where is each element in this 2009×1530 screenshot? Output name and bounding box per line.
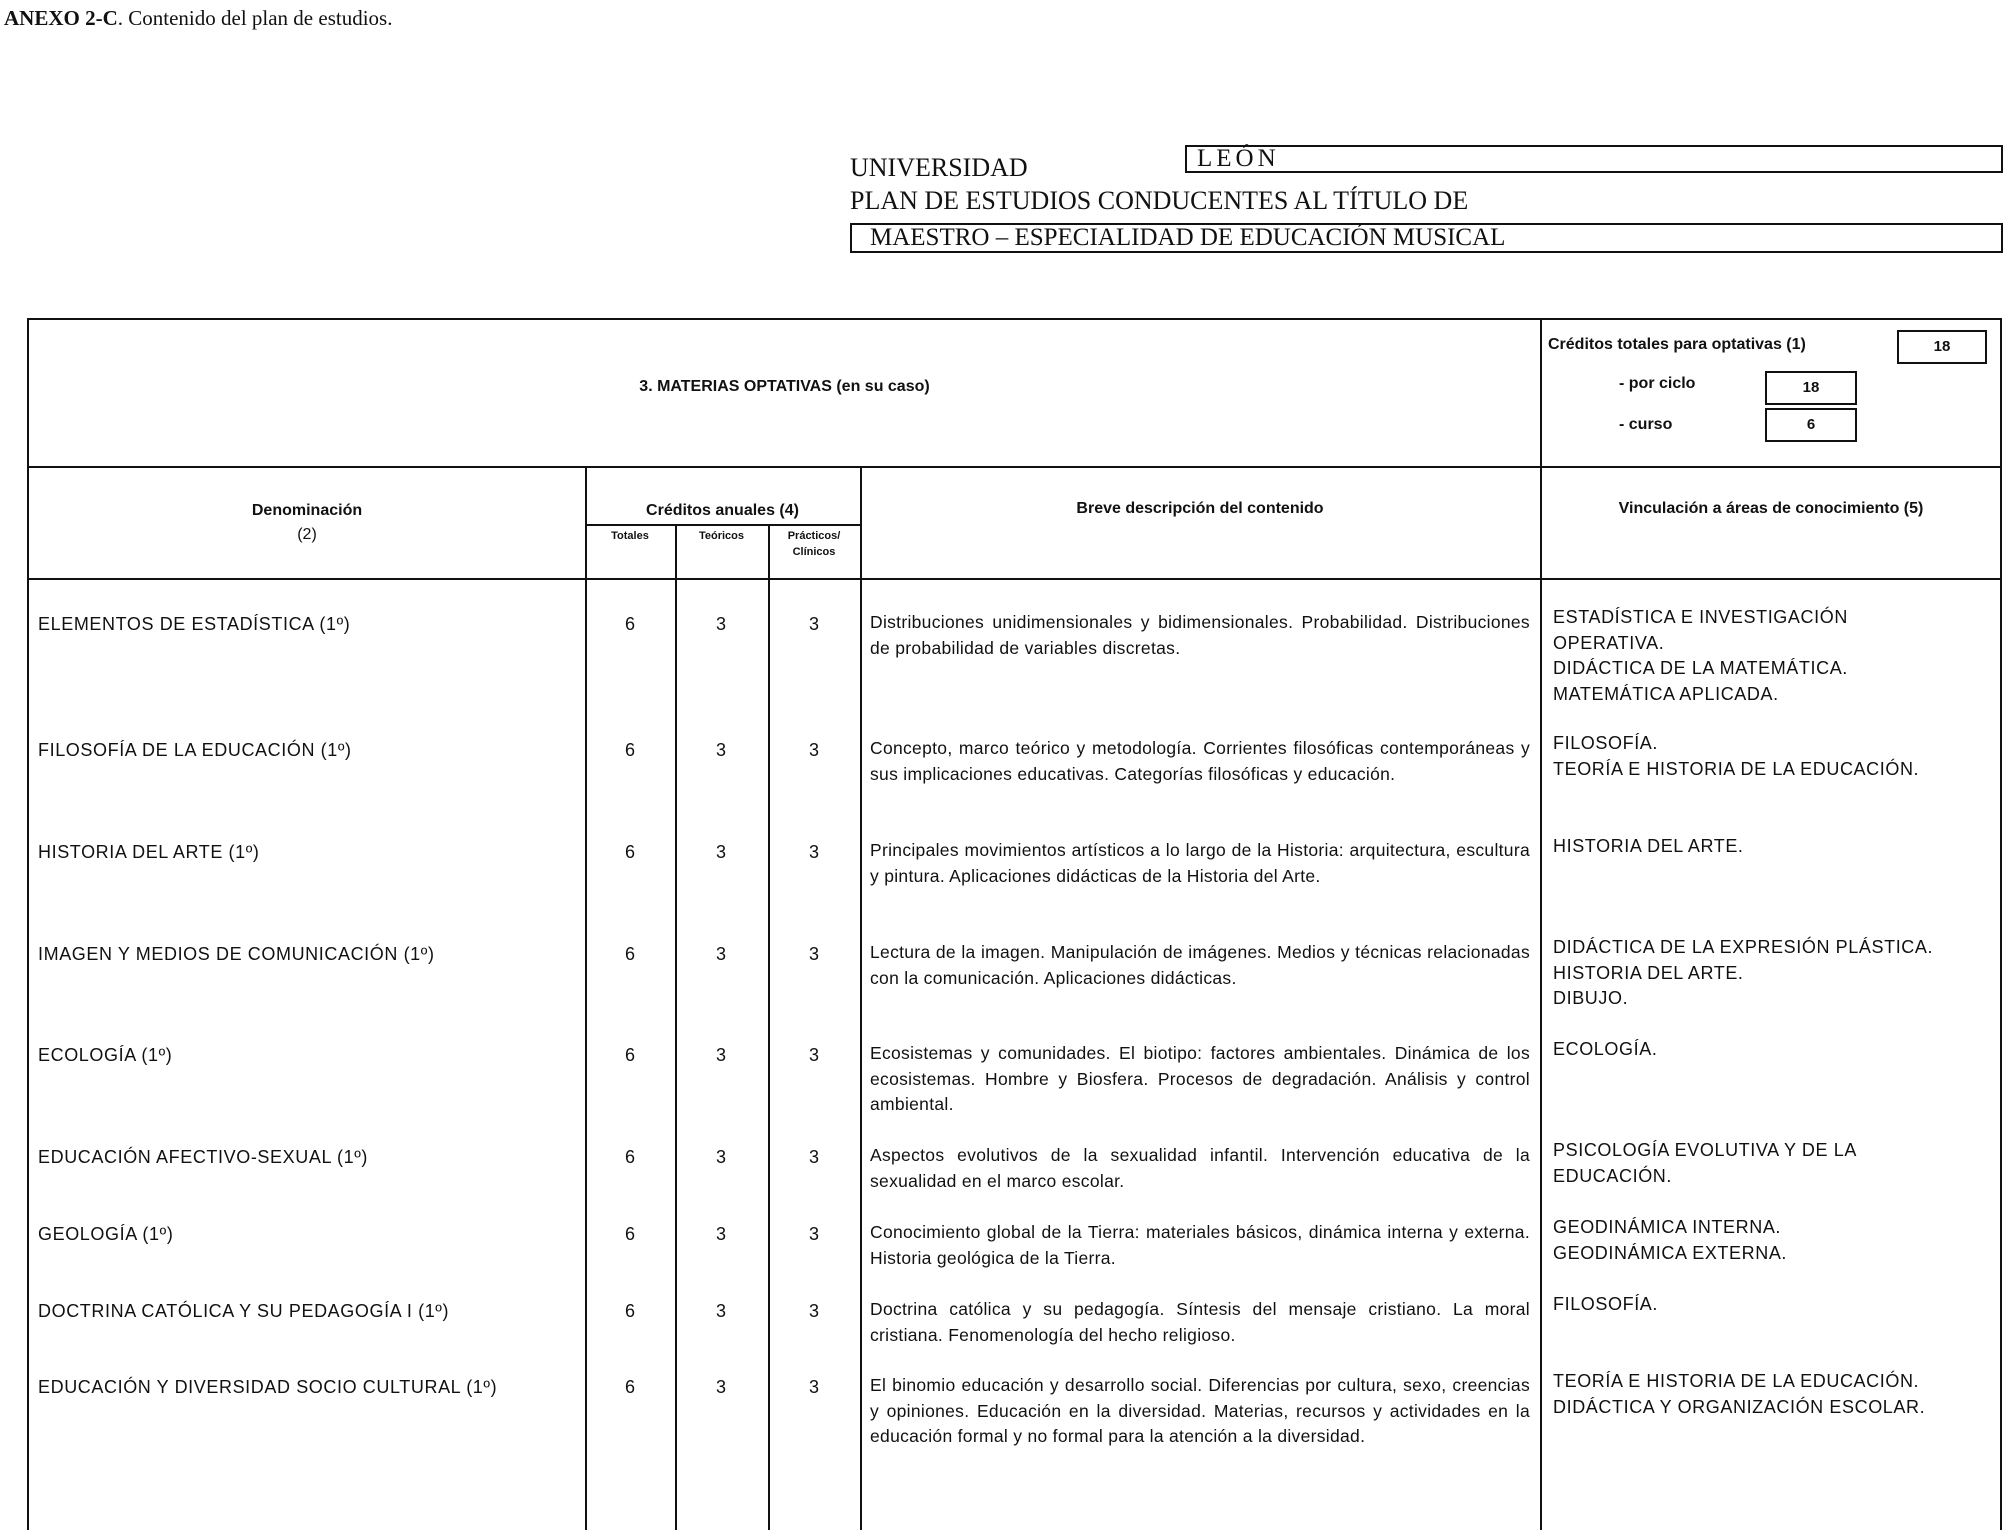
knowledge-areas xyxy=(1553,731,1919,782)
area-item: DIDÁCTICA DE LA EXPRESIÓN PLÁSTICA. xyxy=(1553,937,1934,957)
area-item: GEODINÁMICA EXTERNA. xyxy=(1553,1242,1788,1263)
col-header-theory: Teóricos xyxy=(698,530,745,542)
credits-practice: 3 xyxy=(808,842,819,862)
knowledge-areas xyxy=(1553,605,1848,707)
subject-name: IMAGEN Y MEDIOS DE COMUNICACIÓN (1º) xyxy=(38,944,435,964)
per-cycle-value: 18 xyxy=(1765,371,1857,405)
col-header-name: Denominación xyxy=(251,502,363,519)
knowledge-areas xyxy=(1553,1215,1787,1266)
area-item: GEODINÁMICA INTERNA. xyxy=(1553,1217,1782,1237)
annex-text: . Contenido del plan de estudios. xyxy=(117,6,393,30)
col-header-areas: Vinculación a áreas de conocimiento (5) xyxy=(1618,500,1924,517)
credits-totals: 6 xyxy=(624,740,635,760)
area-item: HISTORIA DEL ARTE. xyxy=(1553,836,1744,856)
col-vline-1 xyxy=(585,466,587,1530)
credits-practice: 3 xyxy=(808,614,819,634)
subject-description: Conocimiento global de la Tierra: materiales básicos, dinámica interna y externa. Historia geológica de la Tierra. xyxy=(870,1222,1530,1268)
area-item: TEORÍA E HISTORIA DE LA EDUCACIÓN. xyxy=(1553,758,1920,779)
annex-caption xyxy=(4,6,392,31)
credits-practice: 3 xyxy=(808,1377,819,1397)
credits-theory: 3 xyxy=(715,1377,726,1397)
area-item: OPERATIVA. xyxy=(1553,632,1665,653)
university-label: UNIVERSIDAD xyxy=(850,153,1028,182)
credits-totals: 6 xyxy=(624,614,635,634)
subject-description: Ecosistemas y comunidades. El biotipo: factores ambientales. Dinámica de los ecosistemas. Hombre y Biosfera. Procesos de degradación. Análisis y control ambiental. xyxy=(870,1043,1530,1114)
area-item: ECOLOGÍA. xyxy=(1553,1039,1658,1059)
knowledge-areas xyxy=(1553,834,1744,860)
credits-theory: 3 xyxy=(715,740,726,760)
credits-totals: 6 xyxy=(624,1147,635,1167)
university-name-box: LEÓN xyxy=(1185,145,2003,173)
area-item: HISTORIA DEL ARTE. xyxy=(1553,962,1744,983)
credits-practice: 3 xyxy=(808,740,819,760)
credits-theory: 3 xyxy=(715,614,726,634)
area-item: FILOSOFÍA. xyxy=(1553,1294,1659,1314)
area-item: DIDÁCTICA DE LA MATEMÁTICA. xyxy=(1553,658,1848,678)
optional-subjects-table xyxy=(27,318,2002,1530)
col-header-totals: Totales xyxy=(611,530,649,542)
credits-practice: 3 xyxy=(808,944,819,964)
credits-practice: 3 xyxy=(808,1147,819,1167)
area-item: DIDÁCTICA Y ORGANIZACIÓN ESCOLAR. xyxy=(1553,1396,1926,1417)
subject-name: GEOLOGÍA (1º) xyxy=(38,1224,174,1244)
credits-totals: 6 xyxy=(624,1377,635,1397)
subject-name: HISTORIA DEL ARTE (1º) xyxy=(38,842,260,862)
credits-practice: 3 xyxy=(808,1045,819,1065)
column-header-divider xyxy=(29,578,2000,580)
subject-name: FILOSOFÍA DE LA EDUCACIÓN (1º) xyxy=(38,740,352,760)
credits-totals: 6 xyxy=(624,1224,635,1244)
plan-label: PLAN DE ESTUDIOS CONDUCENTES AL TÍTULO DE xyxy=(850,186,1469,215)
col-header-credits: Créditos anuales (4) xyxy=(646,502,799,519)
subject-name: ELEMENTOS DE ESTADÍSTICA (1º) xyxy=(38,614,351,634)
per-cycle-label: - por ciclo xyxy=(1619,375,1696,392)
area-item: EDUCACIÓN. xyxy=(1553,1165,1673,1186)
col-header-practice-1: Prácticos/ xyxy=(787,530,841,542)
per-course-label: - curso xyxy=(1619,416,1673,433)
knowledge-areas xyxy=(1553,1037,1657,1063)
credits-totals: 6 xyxy=(624,1301,635,1321)
credits-totals: 6 xyxy=(624,842,635,862)
subject-description: Doctrina católica y su pedagogía. Síntesis del mensaje cristiano. La moral cristiana. Fenomenología del hecho religioso. xyxy=(870,1299,1530,1345)
credits-theory: 3 xyxy=(715,944,726,964)
degree-title-box: MAESTRO – ESPECIALIDAD DE EDUCACIÓN MUSICAL xyxy=(850,223,2003,253)
subject-name: EDUCACIÓN AFECTIVO-SEXUAL (1º) xyxy=(38,1147,368,1167)
subject-name: EDUCACIÓN Y DIVERSIDAD SOCIO CULTURAL (1º) xyxy=(38,1377,498,1397)
per-course-value: 6 xyxy=(1765,408,1857,442)
col-vline-3 xyxy=(768,524,770,1530)
annex-label: ANEXO 2-C xyxy=(4,6,118,30)
subject-name: ECOLOGÍA (1º) xyxy=(38,1045,173,1065)
col-vline-5 xyxy=(1540,466,1542,1530)
credits-theory: 3 xyxy=(715,1301,726,1321)
credits-total-value: 18 xyxy=(1897,330,1987,364)
area-item: ESTADÍSTICA E INVESTIGACIÓN xyxy=(1553,607,1848,627)
col-vline-2 xyxy=(675,524,677,1530)
knowledge-areas xyxy=(1553,1369,1925,1420)
area-item: TEORÍA E HISTORIA DE LA EDUCACIÓN. xyxy=(1553,1371,1920,1391)
credits-theory: 3 xyxy=(715,1045,726,1065)
knowledge-areas xyxy=(1553,1138,1857,1189)
credits-theory: 3 xyxy=(715,1147,726,1167)
col-header-name-note: (2) xyxy=(297,526,317,543)
subject-name: DOCTRINA CATÓLICA Y SU PEDAGOGÍA I (1º) xyxy=(38,1301,450,1321)
area-item: FILOSOFÍA. xyxy=(1553,733,1659,753)
section-header-divider xyxy=(29,466,2000,468)
credits-practice: 3 xyxy=(808,1301,819,1321)
subject-description: El binomio educación y desarrollo social. Diferencias por cultura, sexo, creencias y opiniones. Educación en la diversidad. Materias, recursos y actividades en la educación formal y no formal para la atención a la diversidad. xyxy=(870,1375,1530,1446)
knowledge-areas xyxy=(1553,935,1933,1012)
credits-totals: 6 xyxy=(624,1045,635,1065)
col-header-practice-2: Clínicos xyxy=(792,546,836,558)
area-item: PSICOLOGÍA EVOLUTIVA Y DE LA xyxy=(1553,1140,1857,1160)
subject-description: Lectura de la imagen. Manipulación de imágenes. Medios y técnicas relacionadas con la comunicación. Aplicaciones didácticas. xyxy=(870,942,1530,988)
credits-theory: 3 xyxy=(715,1224,726,1244)
subject-description: Principales movimientos artísticos a lo largo de la Historia: arquitectura, escultura y pintura. Aplicaciones didácticas de la Historia del Arte. xyxy=(870,840,1530,886)
area-item: DIBUJO. xyxy=(1553,988,1629,1008)
credits-theory: 3 xyxy=(715,842,726,862)
col-vline-4 xyxy=(860,466,862,1530)
credits-subheader-line xyxy=(585,524,860,526)
credits-practice: 3 xyxy=(808,1224,819,1244)
section-title: 3. MATERIAS OPTATIVAS (en su caso) xyxy=(639,378,930,395)
subject-description: Concepto, marco teórico y metodología. Corrientes filosóficas contemporáneas y sus implicaciones educativas. Categorías filosóficas y educación. xyxy=(870,738,1530,784)
subject-description: Distribuciones unidimensionales y bidimensionales. Probabilidad. Distribuciones de probabilidad de variables discretas. xyxy=(870,612,1530,658)
credits-total-label: Créditos totales para optativas (1) xyxy=(1548,336,1806,353)
credits-totals: 6 xyxy=(624,944,635,964)
area-item: MATEMÁTICA APLICADA. xyxy=(1553,683,1779,704)
subject-description: Aspectos evolutivos de la sexualidad infantil. Intervención educativa de la sexualidad en el marco escolar. xyxy=(870,1145,1530,1191)
col-header-description: Breve descripción del contenido xyxy=(1076,500,1324,517)
knowledge-areas xyxy=(1553,1292,1658,1318)
